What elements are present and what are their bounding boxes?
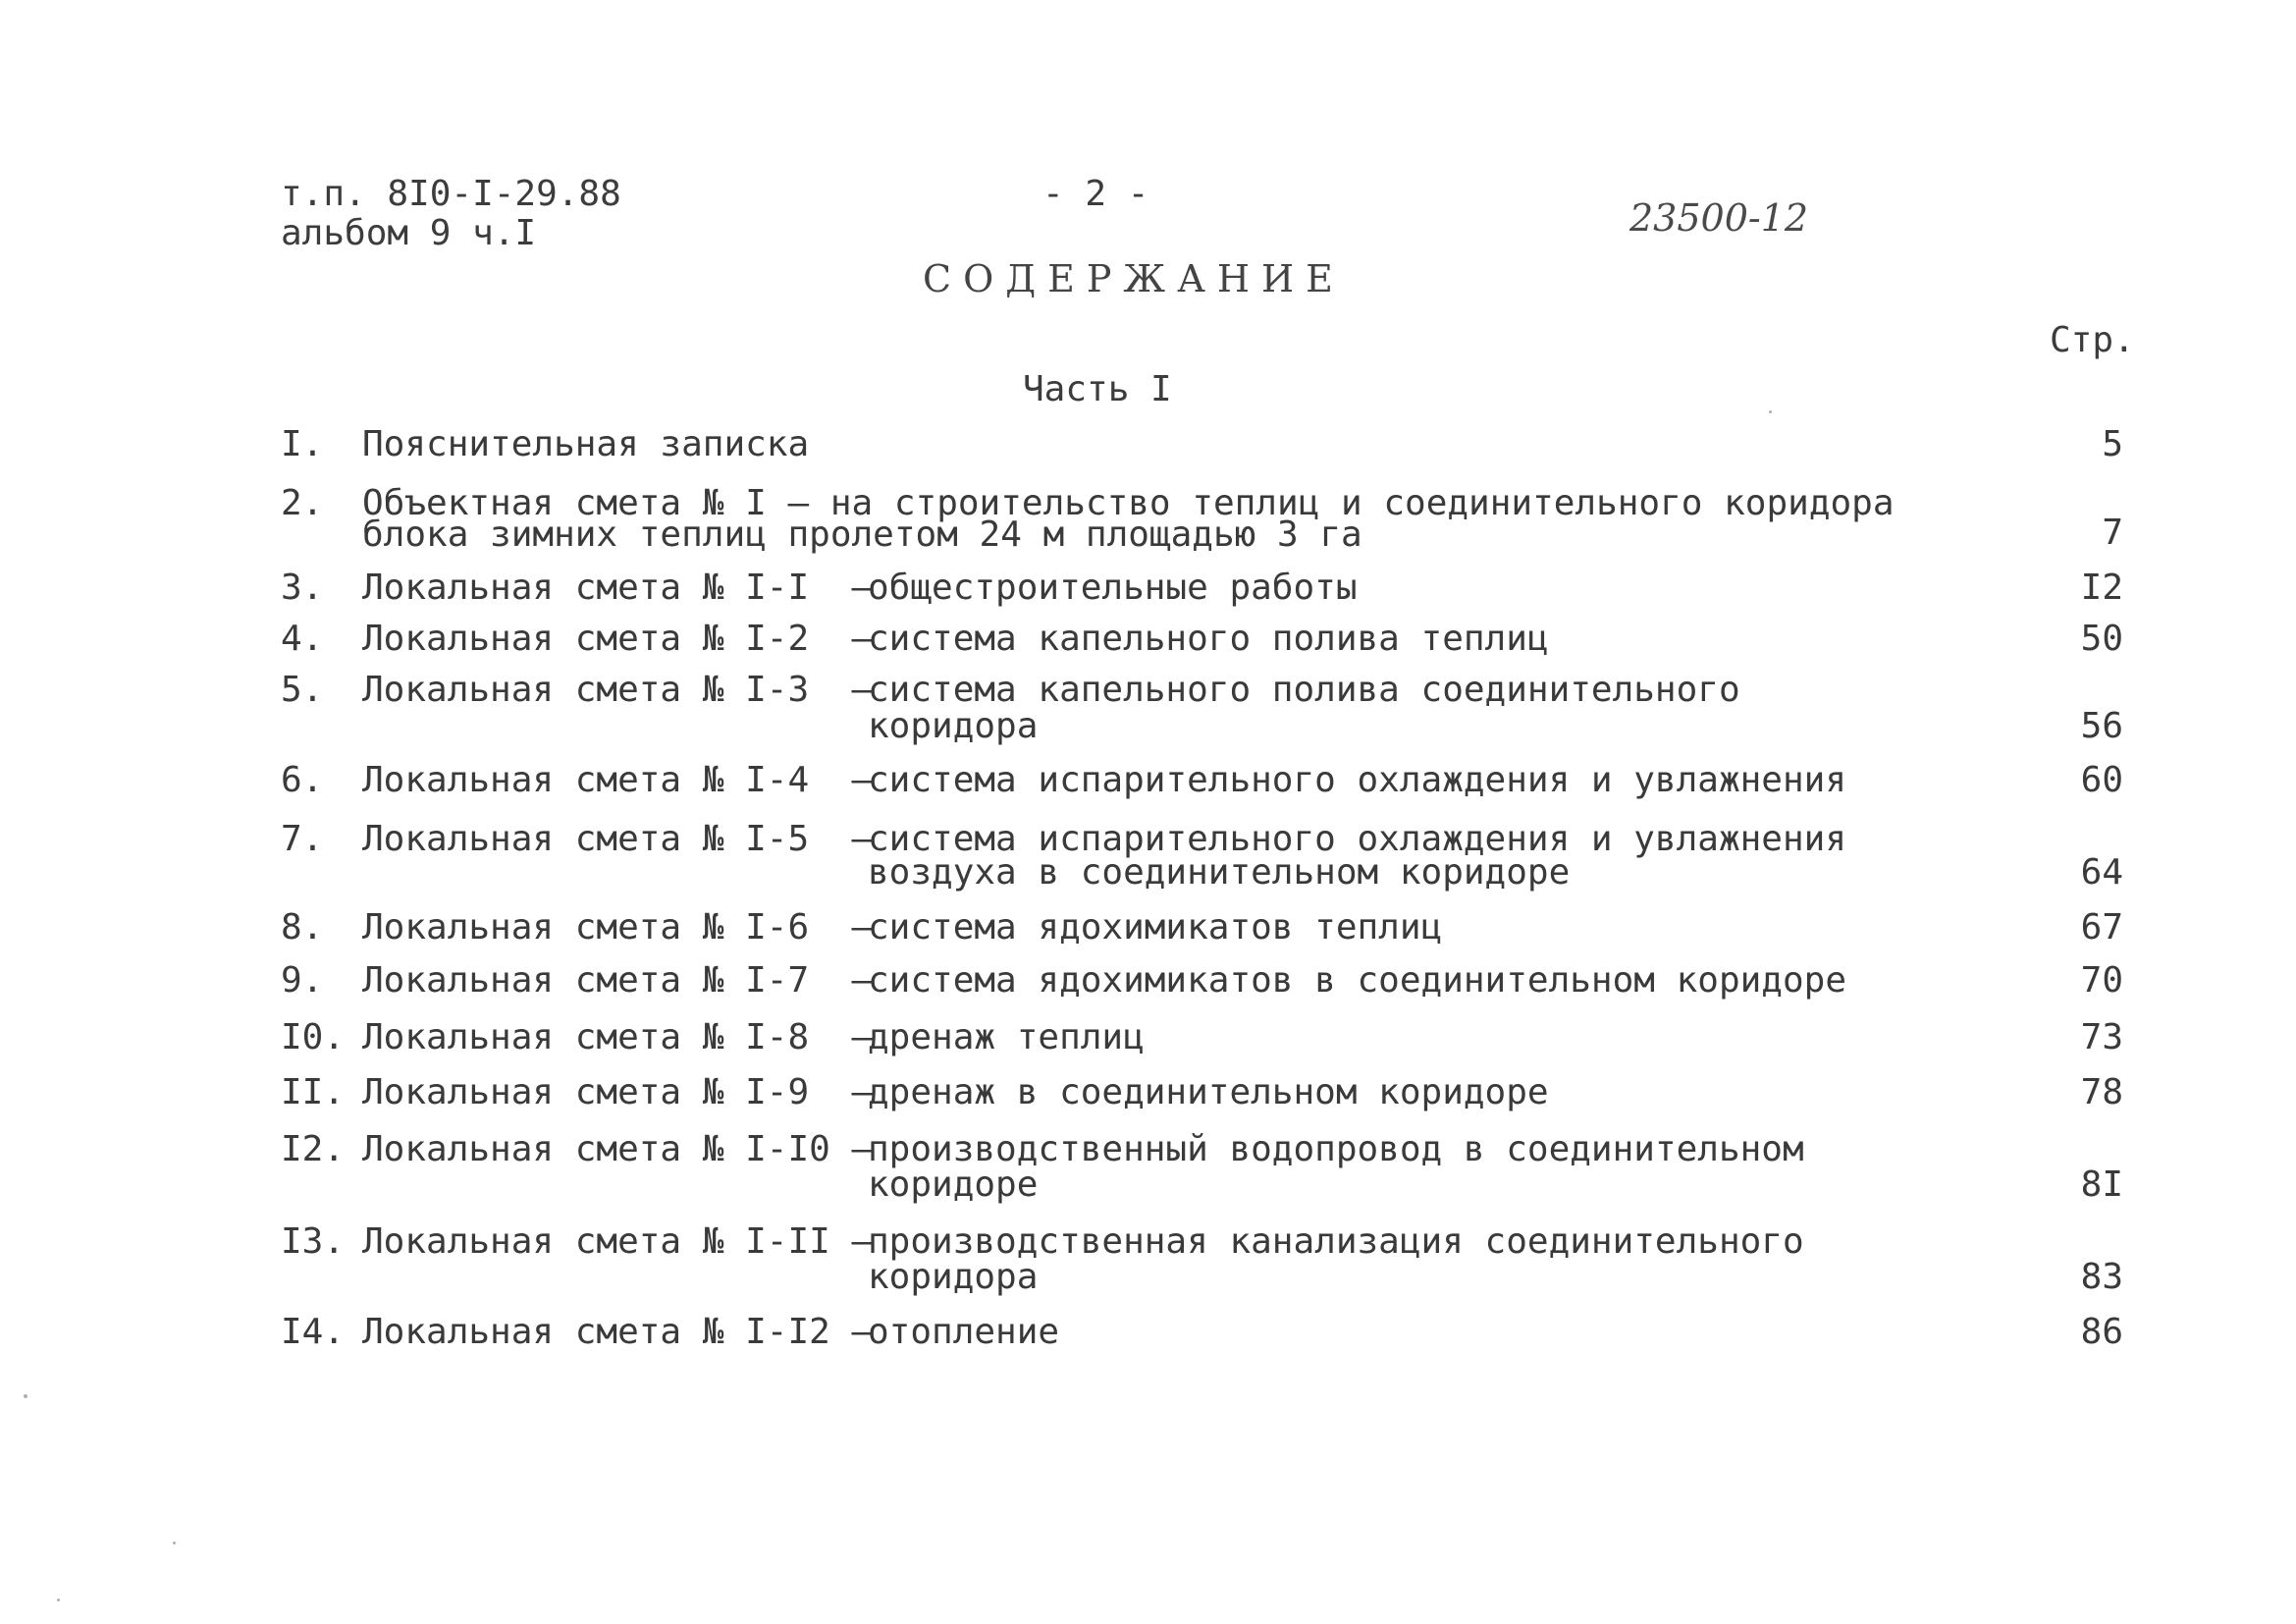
entry-description: производственный водопровод в соединительном: [868, 1129, 1804, 1169]
entry-description-continued: коридоре: [868, 1164, 1039, 1205]
entry-estimate: Локальная смета № I-4 –: [362, 760, 874, 800]
entry-estimate: Локальная смета № I-3 –: [362, 670, 874, 710]
entry-number: 8.: [281, 907, 324, 947]
entry-number: 3.: [281, 568, 324, 608]
page-number: - 2 -: [1042, 174, 1149, 214]
entry-page: 86: [2080, 1312, 2123, 1352]
entry-description: система испарительного охлаждения и увлажнения: [868, 819, 1846, 859]
entry-title: Объектная смета № I – на строительство теплиц и соединительного коридора: [362, 483, 1895, 523]
entry-page: 8I: [2080, 1164, 2123, 1205]
entry-page: 5: [2102, 424, 2123, 464]
entry-number: II.: [281, 1072, 346, 1112]
entry-page: 73: [2080, 1017, 2123, 1057]
entry-number: 4.: [281, 619, 324, 659]
document-reference: т.п. 8I0-I-29.88: [281, 174, 621, 214]
entry-estimate: Локальная смета № I-I2 –: [362, 1312, 874, 1352]
entry-page: 7: [2102, 513, 2123, 553]
entry-page: 67: [2080, 907, 2123, 947]
entry-estimate: Локальная смета № I-7 –: [362, 960, 874, 1001]
entry-description: дренаж в соединительном коридоре: [868, 1072, 1549, 1112]
entry-description: общестроительные работы: [868, 568, 1358, 608]
entry-description: система капельного полива теплиц: [868, 619, 1549, 659]
entry-title-continued: блока зимних теплиц пролетом 24 м площадью 3 га: [362, 514, 1362, 555]
entry-number: I3.: [281, 1221, 346, 1262]
entry-number: 5.: [281, 670, 324, 710]
entry-estimate: Локальная смета № I-I –: [362, 568, 874, 608]
entry-estimate: Локальная смета № I-9 –: [362, 1072, 874, 1112]
entry-estimate: Локальная смета № I-8 –: [362, 1017, 874, 1057]
scan-speck: [57, 1598, 60, 1601]
entry-description: производственная канализация соединительного: [868, 1221, 1804, 1262]
entry-estimate: Локальная смета № I-6 –: [362, 907, 874, 947]
entry-number: I2.: [281, 1129, 346, 1169]
entry-description: система капельного полива соединительного: [868, 670, 1740, 710]
entry-estimate: Локальная смета № I-2 –: [362, 619, 874, 659]
album-reference: альбом 9 ч.I: [281, 213, 537, 253]
entry-page: 56: [2080, 706, 2123, 746]
entry-estimate: Локальная смета № I-II –: [362, 1221, 874, 1262]
entry-number: 7.: [281, 819, 324, 859]
entry-page: 50: [2080, 619, 2123, 659]
entry-number: 9.: [281, 960, 324, 1001]
page-column-header: Стр.: [2050, 320, 2135, 360]
entry-number: 2.: [281, 483, 324, 523]
document-code: 23500-12: [1629, 196, 1809, 240]
entry-description: дренаж теплиц: [868, 1017, 1145, 1057]
entry-page: 78: [2080, 1072, 2123, 1112]
page-title: СОДЕРЖАНИЕ: [923, 257, 1345, 300]
entry-number: I.: [281, 424, 324, 464]
part-heading: Часть I: [1023, 369, 1172, 409]
entry-estimate: Локальная смета № I-5 –: [362, 819, 874, 859]
entry-page: 70: [2080, 960, 2123, 1001]
entry-number: I4.: [281, 1312, 346, 1352]
entry-page: I2: [2080, 568, 2123, 608]
scan-speck: [24, 1394, 27, 1398]
entry-description-continued: коридора: [868, 706, 1039, 746]
entry-description: система ядохимикатов теплиц: [868, 907, 1443, 947]
entry-page: 60: [2080, 760, 2123, 800]
entry-number: 6.: [281, 760, 324, 800]
entry-description-continued: воздуха в соединительном коридоре: [868, 852, 1571, 893]
entry-description: отопление: [868, 1312, 1060, 1352]
entry-number: I0.: [281, 1017, 346, 1057]
entry-title: Пояснительная записка: [362, 424, 810, 464]
entry-description: система испарительного охлаждения и увлажнения: [868, 760, 1846, 800]
entry-description-continued: коридора: [868, 1257, 1039, 1297]
scan-speck: [1769, 410, 1772, 413]
scan-speck: [173, 1542, 176, 1544]
entry-page: 83: [2080, 1257, 2123, 1297]
entry-page: 64: [2080, 852, 2123, 893]
entry-estimate: Локальная смета № I-I0 –: [362, 1129, 874, 1169]
entry-description: система ядохимикатов в соединительном коридоре: [868, 960, 1846, 1001]
